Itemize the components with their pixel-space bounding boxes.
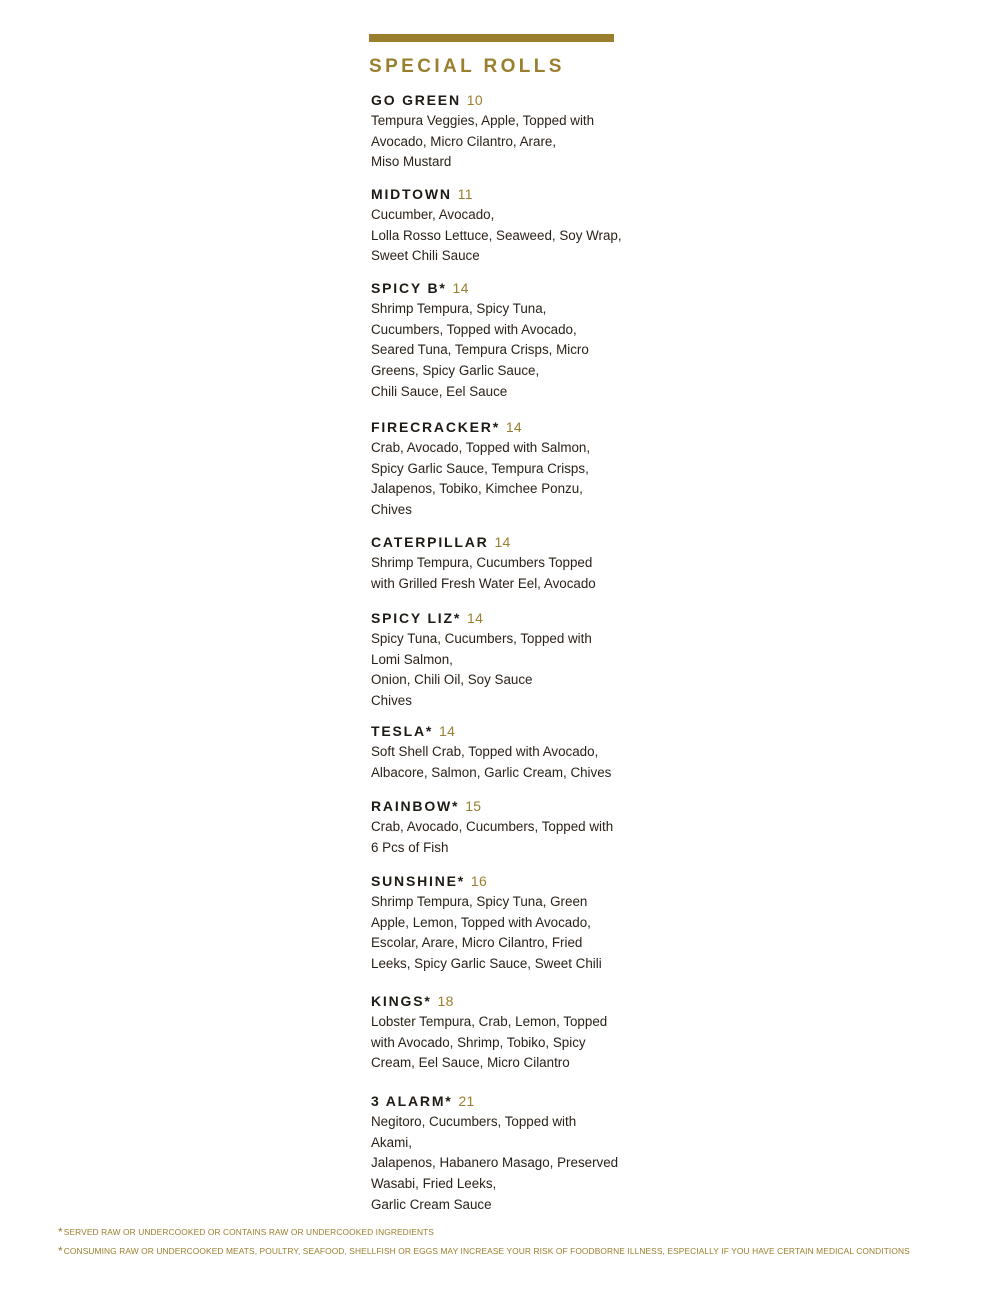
menu-item-description-line: with Avocado, Shrimp, Tobiko, Spicy	[371, 1034, 586, 1050]
menu-item	[371, 872, 631, 974]
menu-item-price: 10	[466, 92, 483, 108]
menu-item	[371, 609, 631, 711]
menu-item-header	[371, 609, 631, 627]
menu-item-description-line: Cream, Eel Sauce, Micro Cilantro	[371, 1055, 570, 1071]
menu-item-header	[371, 418, 631, 436]
menu-item-header	[371, 185, 631, 203]
menu-item-description	[371, 817, 631, 857]
menu-item-description-line: Jalapenos, Habanero Masago, Preserved	[371, 1155, 619, 1171]
menu-item-description	[371, 299, 631, 402]
disclaimer-foodborne	[58, 1245, 910, 1257]
menu-item-name: SUNSHINE*	[371, 873, 465, 889]
menu-item-description-line: Shrimp Tempura, Cucumbers Topped	[371, 555, 593, 570]
menu-item-description-line: Chives	[371, 693, 412, 709]
menu-item-description-line: Lolla Rosso Lettuce, Seaweed, Soy Wrap,	[371, 227, 622, 243]
menu-item-description-line: Crab, Avocado, Cucumbers, Topped with	[371, 819, 614, 834]
menu-item-name: FIRECRACKER*	[371, 419, 500, 435]
menu-item	[371, 722, 631, 782]
menu-item-description-line: Soft Shell Crab, Topped with Avocado,	[371, 744, 599, 759]
menu-item-price: 14	[466, 610, 484, 626]
disclaimer-text: SERVED RAW OR UNDERCOOKED OR CONTAINS RAW OR UNDERCOOKED INGREDIENTS	[63, 1227, 434, 1237]
menu-item-description-line: 6 Pcs of Fish	[371, 839, 449, 855]
menu-item	[371, 1092, 631, 1215]
menu-item-header	[371, 797, 631, 815]
menu-item-description-line: Apple, Lemon, Topped with Avocado,	[371, 914, 591, 930]
menu-item-description-line: Chili Sauce, Eel Sauce	[371, 383, 508, 399]
menu-item-price: 14	[439, 723, 456, 739]
menu-item-name: 3 ALARM*	[371, 1093, 453, 1109]
menu-item-name: MIDTOWN	[371, 186, 452, 202]
menu-item-header	[371, 872, 631, 890]
menu-item-description-line: Garlic Cream Sauce	[371, 1196, 492, 1212]
menu-item-name: SPICY LIZ*	[371, 610, 462, 626]
menu-item-description	[371, 205, 631, 266]
menu-item-description-line: Cucumber, Avocado,	[371, 207, 495, 222]
menu-item	[371, 185, 631, 266]
menu-item-name: KINGS*	[371, 993, 432, 1009]
menu-item-header	[371, 91, 631, 109]
menu-item-description-line: Negitoro, Cucumbers, Topped with	[371, 1114, 577, 1129]
menu-item-description-line: Sweet Chili Sauce	[371, 248, 480, 264]
menu-item-description-line: Tempura Veggies, Apple, Topped with	[371, 113, 595, 128]
menu-item-name: TESLA*	[371, 723, 434, 739]
menu-item-name: RAINBOW*	[371, 798, 460, 814]
menu-item-header	[371, 1092, 631, 1110]
menu-item-description-line: Seared Tuna, Tempura Crisps, Micro	[371, 342, 589, 358]
menu-item-description	[371, 438, 631, 520]
menu-item-description	[371, 629, 631, 711]
menu-item-description-line: Miso Mustard	[371, 154, 452, 170]
menu-item-description	[371, 742, 631, 782]
menu-item-description-line: Onion, Chili Oil, Soy Sauce	[371, 672, 533, 688]
menu-item-header	[371, 533, 631, 551]
menu-item-description	[371, 1012, 631, 1073]
menu-item-price: 18	[437, 993, 454, 1009]
menu-item	[371, 797, 631, 857]
menu-item-header	[371, 279, 631, 297]
menu-item-description-line: Greens, Spicy Garlic Sauce,	[371, 363, 540, 379]
menu-item-name: SPICY B*	[371, 280, 447, 296]
menu-item-description-line: Lomi Salmon,	[371, 651, 453, 667]
menu-item-description	[371, 1112, 631, 1215]
disclaimer-marker: *	[58, 1225, 63, 1239]
menu-item-description-line: Spicy Tuna, Cucumbers, Topped with	[371, 631, 592, 646]
menu-item-price: 21	[458, 1093, 475, 1109]
menu-item-description-line: Escolar, Arare, Micro Cilantro, Fried	[371, 935, 583, 951]
menu-item-price: 14	[494, 534, 511, 550]
menu-item-price: 11	[457, 186, 473, 202]
menu-item-description-line: Shrimp Tempura, Spicy Tuna,	[371, 301, 547, 316]
menu-item-description	[371, 111, 631, 172]
menu-item	[371, 91, 631, 172]
menu-item-description-line: Spicy Garlic Sauce, Tempura Crisps,	[371, 460, 589, 476]
menu-item-price: 14	[452, 280, 469, 296]
menu-item-price: 16	[470, 873, 488, 889]
menu-item-description	[371, 553, 631, 593]
menu-item-description-line: Leeks, Spicy Garlic Sauce, Sweet Chili	[371, 956, 602, 972]
menu-item-description-line: Jalapenos, Tobiko, Kimchee Ponzu,	[371, 481, 583, 497]
menu-item-description-line: Avocado, Micro Cilantro, Arare,	[371, 133, 557, 149]
section-title: SPECIAL ROLLS	[369, 56, 565, 77]
menu-item-name: CATERPILLAR	[371, 534, 489, 550]
special-rolls-section	[369, 34, 629, 80]
menu-item-name: GO GREEN	[371, 92, 461, 108]
menu-item-description-line: with Grilled Fresh Water Eel, Avocado	[371, 575, 596, 591]
menu-item-price: 14	[505, 419, 523, 435]
disclaimer-text: CONSUMING RAW OR UNDERCOOKED MEATS, POULTRY, SEAFOOD, SHELLFISH OR EGGS MAY INCREASE YOUR RISK OF FOODBORNE ILLNESS, ESPECIALLY IF YOU HAVE CERTAIN MEDICAL CONDITIONS	[63, 1246, 910, 1256]
menu-item-description-line: Wasabi, Fried Leeks,	[371, 1176, 497, 1192]
menu-item-description-line: Cucumbers, Topped with Avocado,	[371, 321, 577, 337]
menu-item-description-line: Lobster Tempura, Crab, Lemon, Topped	[371, 1014, 608, 1029]
menu-item-description-line: Shrimp Tempura, Spicy Tuna, Green	[371, 894, 588, 909]
menu-item-description-line: Crab, Avocado, Topped with Salmon,	[371, 440, 591, 455]
menu-item-description-line: Albacore, Salmon, Garlic Cream, Chives	[371, 764, 612, 780]
menu-item	[371, 279, 631, 402]
disclaimer-raw	[58, 1226, 434, 1238]
menu-item-header	[371, 992, 631, 1010]
menu-item-header	[371, 722, 631, 740]
menu-item-description	[371, 892, 631, 974]
menu-item	[371, 418, 631, 520]
menu-item-price: 15	[465, 798, 482, 814]
section-top-rule	[369, 34, 614, 42]
menu-item-description-line: Chives	[371, 502, 412, 518]
menu-item	[371, 533, 631, 593]
menu-item	[371, 992, 631, 1073]
menu-item-description-line: Akami,	[371, 1134, 412, 1150]
disclaimer-marker: *	[58, 1244, 63, 1258]
